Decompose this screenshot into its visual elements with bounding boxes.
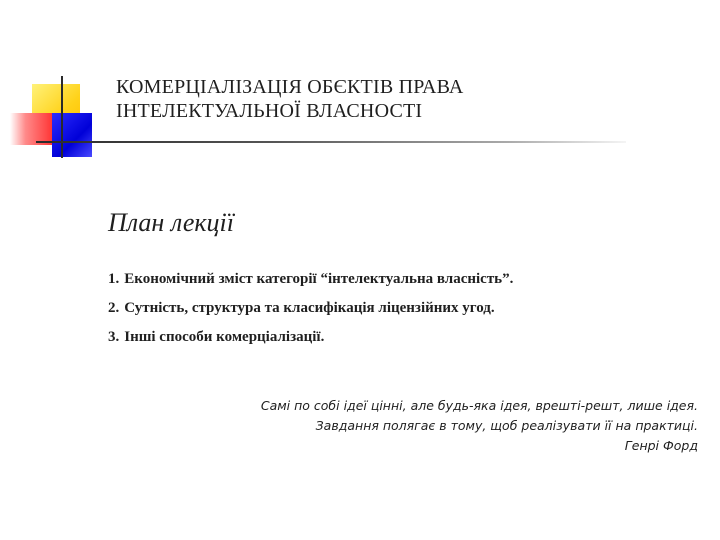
list-item-number: 1. — [108, 271, 120, 287]
list-item — [108, 294, 513, 323]
quote-line-1: Самі по собі ідеї цінні, але будь-яка ідея, врешті-решт, лише ідея. — [260, 398, 698, 413]
list-item-text: Інші способи комерціалізації. — [124, 329, 325, 345]
list-item-text: Економічний зміст категорії “інтелектуальна власність”. — [124, 271, 514, 287]
title-underline — [36, 141, 626, 143]
slide-title — [116, 75, 636, 123]
list-item-number: 3. — [108, 329, 120, 345]
quote — [178, 396, 698, 456]
list-item-number: 2. — [108, 300, 120, 316]
quote-line-2: Завдання полягає в тому, щоб реалізувати її на практиці. — [315, 418, 698, 433]
title-line-2: ІНТЕЛЕКТУАЛЬНОЇ ВЛАСНОСТІ — [116, 100, 423, 122]
logo-vertical-line — [61, 76, 63, 158]
list-item — [108, 265, 513, 294]
plan-list — [108, 265, 513, 352]
quote-author: Генрі Форд — [624, 438, 698, 453]
plan-heading: План лекції — [108, 208, 234, 237]
list-item-text: Сутність, структура та класифікація ліцензійних угод. — [124, 300, 495, 316]
list-item — [108, 323, 513, 352]
logo-blue-square — [52, 113, 92, 157]
title-line-1: КОМЕРЦІАЛІЗАЦІЯ ОБЄКТІВ ПРАВА — [116, 76, 464, 98]
